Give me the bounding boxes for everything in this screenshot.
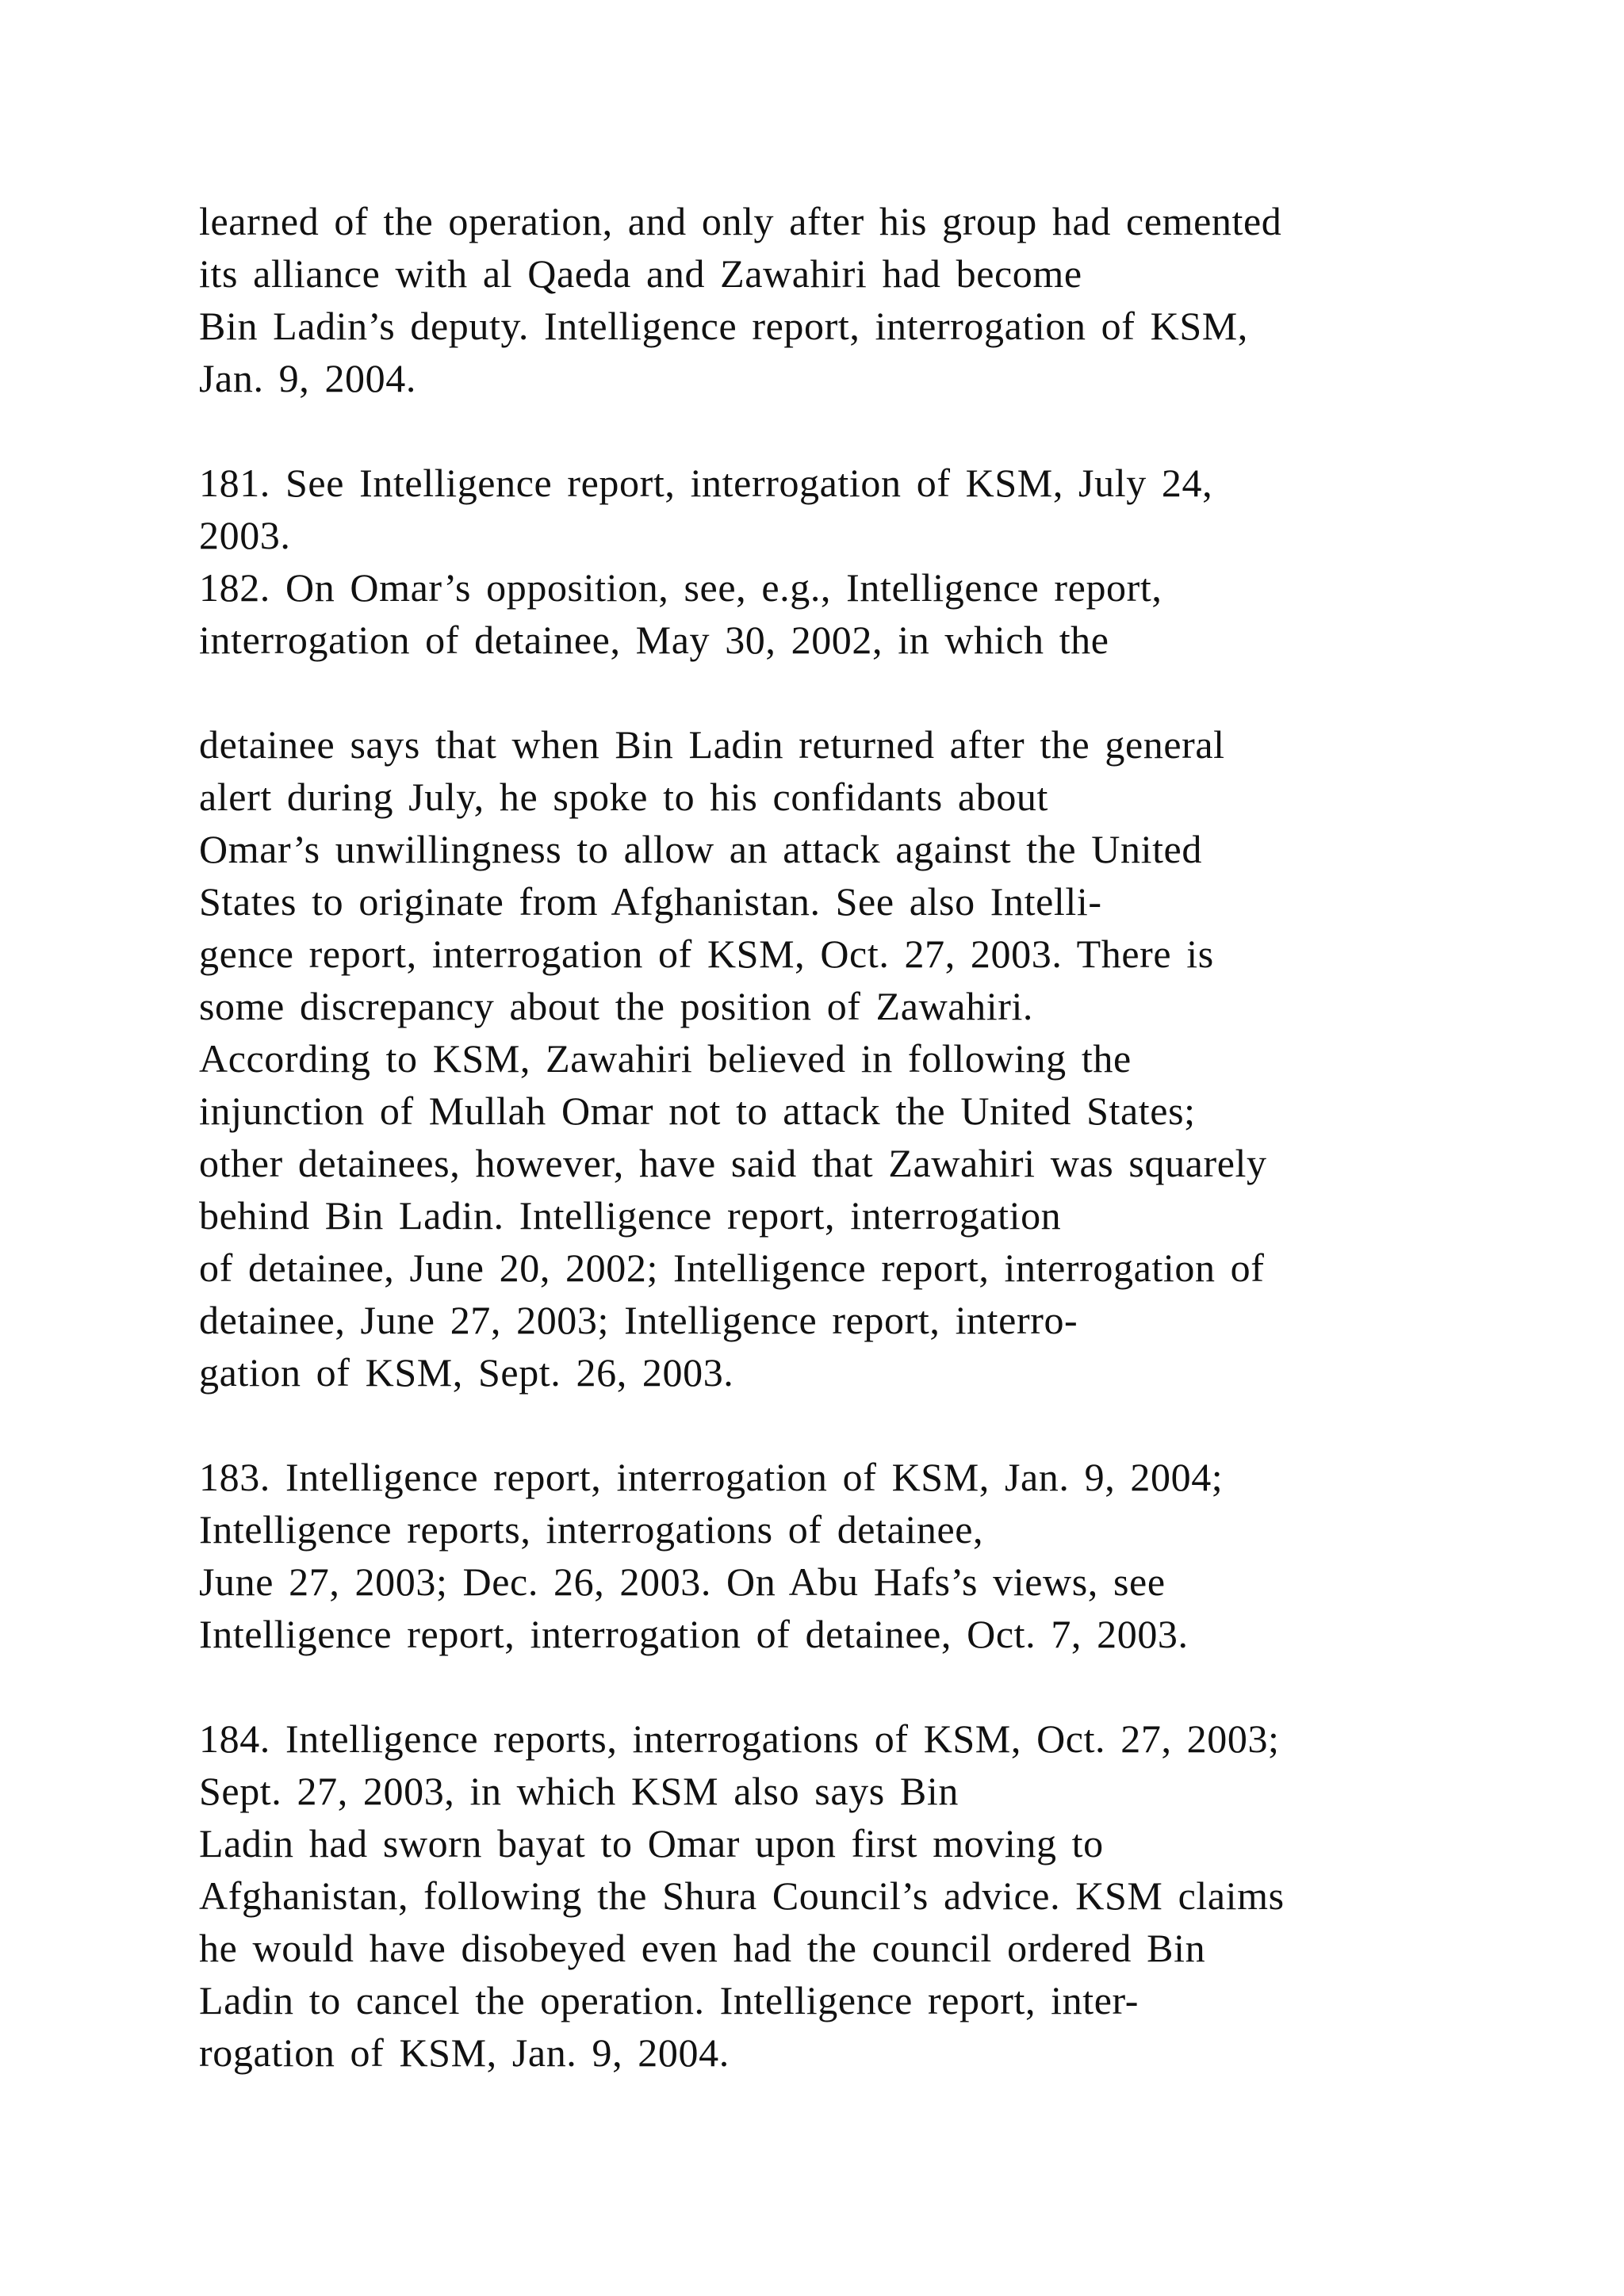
text-line: gation of KSM, Sept. 26, 2003. — [199, 1350, 734, 1395]
footnote-181-182 — [199, 457, 1563, 666]
text-line: Sept. 27, 2003, in which KSM also says Bin — [199, 1769, 959, 1813]
footnote-184 — [199, 1712, 1563, 2079]
text-line: some discrepancy about the position of Zawahiri. — [199, 984, 1034, 1028]
text-line: behind Bin Ladin. Intelligence report, interrogation — [199, 1193, 1062, 1238]
paragraph-gap — [199, 404, 1563, 457]
text-line: 181. See Intelligence report, interrogation of KSM, July 24, — [199, 461, 1213, 505]
paragraph-gap — [199, 1399, 1563, 1451]
text-line: Bin Ladin’s deputy. Intelligence report, interrogation of KSM, — [199, 304, 1248, 348]
footnote-182-continuation — [199, 718, 1563, 1399]
text-line: 184. Intelligence reports, interrogations of KSM, Oct. 27, 2003; — [199, 1716, 1280, 1761]
text-line: Intelligence reports, interrogations of detainee, — [199, 1507, 984, 1552]
text-line: States to originate from Afghanistan. See also Intelli- — [199, 879, 1102, 924]
text-line: According to KSM, Zawahiri believed in following the — [199, 1036, 1132, 1081]
footnote-text-block — [199, 195, 1563, 2079]
text-line: detainee says that when Bin Ladin returned after the general — [199, 722, 1225, 767]
footnote-180-continuation — [199, 195, 1563, 404]
text-line: alert during July, he spoke to his confidants about — [199, 775, 1049, 819]
text-line: Ladin had sworn bayat to Omar upon first moving to — [199, 1821, 1104, 1866]
paragraph-gap — [199, 1660, 1563, 1712]
text-line: June 27, 2003; Dec. 26, 2003. On Abu Hafs’s views, see — [199, 1559, 1166, 1604]
text-line: injunction of Mullah Omar not to attack the United States; — [199, 1089, 1196, 1133]
text-line: other detainees, however, have said that Zawahiri was squarely — [199, 1141, 1267, 1185]
text-line: Ladin to cancel the operation. Intelligence report, inter- — [199, 1978, 1139, 2022]
text-line: rogation of KSM, Jan. 9, 2004. — [199, 2030, 730, 2075]
text-line: Omar’s unwillingness to allow an attack against the United — [199, 827, 1202, 871]
text-line: interrogation of detainee, May 30, 2002, in which the — [199, 618, 1109, 662]
text-line: detainee, June 27, 2003; Intelligence report, interro- — [199, 1298, 1078, 1342]
text-line: 2003. — [199, 513, 291, 557]
text-line: Afghanistan, following the Shura Council’s advice. KSM claims — [199, 1873, 1285, 1918]
text-line: 183. Intelligence report, interrogation of KSM, Jan. 9, 2004; — [199, 1455, 1224, 1499]
text-line: its alliance with al Qaeda and Zawahiri had become — [199, 251, 1082, 296]
text-line: Intelligence report, interrogation of detainee, Oct. 7, 2003. — [199, 1612, 1189, 1656]
text-line: learned of the operation, and only after his group had cemented — [199, 199, 1282, 243]
text-line: of detainee, June 20, 2002; Intelligence report, interrogation of — [199, 1246, 1265, 1290]
text-line: Jan. 9, 2004. — [199, 356, 416, 400]
footnote-183 — [199, 1451, 1563, 1660]
paragraph-gap — [199, 666, 1563, 718]
text-line: he would have disobeyed even had the council ordered Bin — [199, 1926, 1206, 1970]
text-line: gence report, interrogation of KSM, Oct. 27, 2003. There is — [199, 932, 1214, 976]
text-line: 182. On Omar’s opposition, see, e.g., Intelligence report, — [199, 565, 1162, 610]
